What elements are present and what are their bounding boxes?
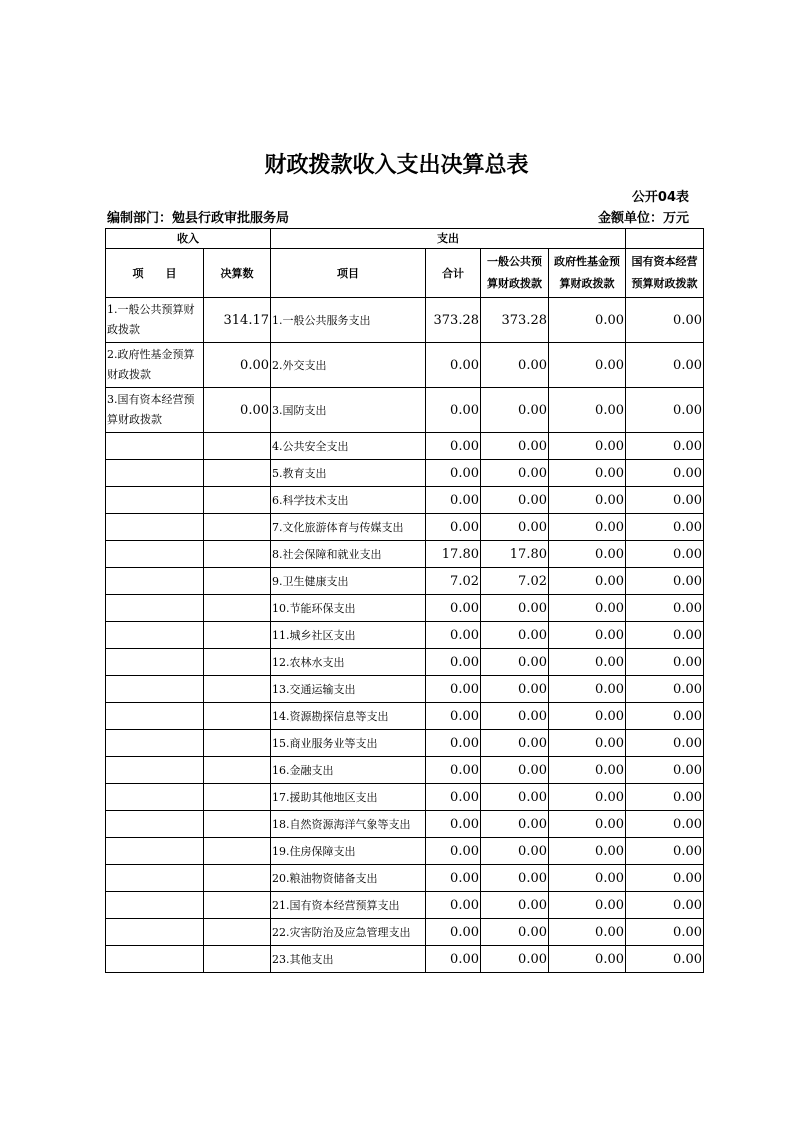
income-value	[204, 487, 271, 514]
expense-item: 3.国防支出	[271, 388, 426, 433]
income-value	[204, 676, 271, 703]
general-value: 0.00	[481, 514, 549, 541]
income-value	[204, 757, 271, 784]
income-item: 2.政府性基金预算财政拨款	[106, 343, 204, 388]
department: 编制部门：勉县行政审批服务局	[107, 211, 290, 226]
total-value: 7.02	[426, 568, 481, 595]
expense-item: 13.交通运输支出	[271, 676, 426, 703]
income-value	[204, 811, 271, 838]
gov-fund-value: 0.00	[549, 946, 626, 973]
gov-fund-value: 0.00	[549, 919, 626, 946]
expense-item: 16.金融支出	[271, 757, 426, 784]
general-value: 0.00	[481, 622, 549, 649]
income-value: 0.00	[204, 343, 271, 388]
general-value: 0.00	[481, 703, 549, 730]
income-item	[106, 703, 204, 730]
total-value: 17.80	[426, 541, 481, 568]
income-item	[106, 838, 204, 865]
income-item: 1.一般公共预算财政拨款	[106, 298, 204, 343]
income-item	[106, 811, 204, 838]
table-row	[106, 892, 704, 919]
income-value	[204, 541, 271, 568]
income-item	[106, 865, 204, 892]
gov-fund-header: 政府性基金预算财政拨款	[549, 249, 626, 298]
state-capital-value: 0.00	[626, 946, 704, 973]
general-value: 0.00	[481, 649, 549, 676]
general-value: 0.00	[481, 460, 549, 487]
income-item	[106, 541, 204, 568]
state-capital-header: 国有资本经营预算财政拨款	[626, 249, 704, 298]
income-item	[106, 946, 204, 973]
expense-item: 15.商业服务业等支出	[271, 730, 426, 757]
table-row	[106, 595, 704, 622]
state-capital-value: 0.00	[626, 433, 704, 460]
total-value: 0.00	[426, 892, 481, 919]
total-value: 0.00	[426, 757, 481, 784]
income-value	[204, 919, 271, 946]
general-value: 0.00	[481, 892, 549, 919]
total-value: 0.00	[426, 919, 481, 946]
income-item	[106, 622, 204, 649]
income-value	[204, 514, 271, 541]
state-capital-value: 0.00	[626, 388, 704, 433]
general-value: 0.00	[481, 919, 549, 946]
expense-item: 18.自然资源海洋气象等支出	[271, 811, 426, 838]
income-value	[204, 838, 271, 865]
total-header: 合计	[426, 249, 481, 298]
state-capital-value: 0.00	[626, 460, 704, 487]
expense-item: 9.卫生健康支出	[271, 568, 426, 595]
table-row	[106, 568, 704, 595]
income-value: 314.17	[204, 298, 271, 343]
income-item	[106, 595, 204, 622]
income-value	[204, 865, 271, 892]
general-value: 0.00	[481, 595, 549, 622]
gov-fund-value: 0.00	[549, 838, 626, 865]
table-row	[106, 460, 704, 487]
table-row	[106, 541, 704, 568]
income-value	[204, 460, 271, 487]
gov-fund-value: 0.00	[549, 676, 626, 703]
expense-item: 11.城乡社区支出	[271, 622, 426, 649]
expense-item: 14.资源勘探信息等支出	[271, 703, 426, 730]
expense-item: 6.科学技术支出	[271, 487, 426, 514]
general-value: 0.00	[481, 676, 549, 703]
table-code: 公开04表	[631, 190, 689, 205]
income-item: 3.国有资本经营预算财政拨款	[106, 388, 204, 433]
expense-item: 10.节能环保支出	[271, 595, 426, 622]
gov-fund-value: 0.00	[549, 784, 626, 811]
income-item	[106, 919, 204, 946]
state-capital-value: 0.00	[626, 649, 704, 676]
table-row	[106, 946, 704, 973]
general-value: 0.00	[481, 946, 549, 973]
gov-fund-value: 0.00	[549, 649, 626, 676]
state-capital-value: 0.00	[626, 298, 704, 343]
gov-fund-value: 0.00	[549, 343, 626, 388]
general-value: 0.00	[481, 388, 549, 433]
total-value: 0.00	[426, 460, 481, 487]
state-capital-value: 0.00	[626, 919, 704, 946]
state-capital-value: 0.00	[626, 595, 704, 622]
table-row	[106, 703, 704, 730]
income-item	[106, 676, 204, 703]
final-header: 决算数	[204, 249, 271, 298]
gov-fund-value: 0.00	[549, 811, 626, 838]
budget-table	[105, 228, 704, 973]
empty-cell	[626, 229, 704, 249]
general-value: 0.00	[481, 757, 549, 784]
general-value: 0.00	[481, 784, 549, 811]
expense-item: 5.教育支出	[271, 460, 426, 487]
state-capital-value: 0.00	[626, 568, 704, 595]
state-capital-value: 0.00	[626, 757, 704, 784]
income-item	[106, 892, 204, 919]
table-row	[106, 433, 704, 460]
table-row	[106, 757, 704, 784]
total-value: 0.00	[426, 487, 481, 514]
state-capital-value: 0.00	[626, 811, 704, 838]
general-value: 0.00	[481, 487, 549, 514]
total-value: 0.00	[426, 622, 481, 649]
state-capital-value: 0.00	[626, 838, 704, 865]
income-value	[204, 946, 271, 973]
expense-item: 20.粮油物资储备支出	[271, 865, 426, 892]
income-item-header: 项 目	[106, 249, 204, 298]
table-row	[106, 622, 704, 649]
total-value: 0.00	[426, 514, 481, 541]
total-value: 0.00	[426, 595, 481, 622]
general-value: 17.80	[481, 541, 549, 568]
general-value: 0.00	[481, 433, 549, 460]
state-capital-value: 0.00	[626, 487, 704, 514]
total-value: 0.00	[426, 343, 481, 388]
gov-fund-value: 0.00	[549, 388, 626, 433]
gov-fund-value: 0.00	[549, 892, 626, 919]
total-value: 373.28	[426, 298, 481, 343]
general-value: 373.28	[481, 298, 549, 343]
general-value: 0.00	[481, 838, 549, 865]
income-value	[204, 568, 271, 595]
table-row	[106, 919, 704, 946]
total-value: 0.00	[426, 946, 481, 973]
gov-fund-value: 0.00	[549, 865, 626, 892]
state-capital-value: 0.00	[626, 343, 704, 388]
state-capital-value: 0.00	[626, 784, 704, 811]
expense-item: 17.援助其他地区支出	[271, 784, 426, 811]
total-value: 0.00	[426, 388, 481, 433]
total-value: 0.00	[426, 649, 481, 676]
table-row	[106, 649, 704, 676]
income-item	[106, 487, 204, 514]
income-value	[204, 703, 271, 730]
gov-fund-value: 0.00	[549, 730, 626, 757]
income-value	[204, 730, 271, 757]
income-item	[106, 433, 204, 460]
total-value: 0.00	[426, 433, 481, 460]
income-header: 收入	[106, 229, 271, 249]
expense-item: 23.其他支出	[271, 946, 426, 973]
state-capital-value: 0.00	[626, 541, 704, 568]
table-row	[106, 676, 704, 703]
table-row	[106, 388, 704, 433]
total-value: 0.00	[426, 811, 481, 838]
expense-item: 4.公共安全支出	[271, 433, 426, 460]
income-item	[106, 730, 204, 757]
expense-item: 12.农林水支出	[271, 649, 426, 676]
general-value: 7.02	[481, 568, 549, 595]
income-value	[204, 433, 271, 460]
expense-header: 支出	[271, 229, 626, 249]
gov-fund-value: 0.00	[549, 460, 626, 487]
total-value: 0.00	[426, 703, 481, 730]
expense-item: 19.住房保障支出	[271, 838, 426, 865]
table-row	[106, 487, 704, 514]
gov-fund-value: 0.00	[549, 514, 626, 541]
gov-fund-value: 0.00	[549, 541, 626, 568]
table-row	[106, 838, 704, 865]
gov-fund-value: 0.00	[549, 487, 626, 514]
total-value: 0.00	[426, 838, 481, 865]
income-item	[106, 649, 204, 676]
table-row	[106, 730, 704, 757]
income-item	[106, 460, 204, 487]
income-value	[204, 622, 271, 649]
expense-item: 22.灾害防治及应急管理支出	[271, 919, 426, 946]
income-item	[106, 568, 204, 595]
table-row	[106, 811, 704, 838]
gov-fund-value: 0.00	[549, 703, 626, 730]
income-value	[204, 892, 271, 919]
general-header: 一般公共预算财政拨款	[481, 249, 549, 298]
state-capital-value: 0.00	[626, 676, 704, 703]
state-capital-value: 0.00	[626, 514, 704, 541]
state-capital-value: 0.00	[626, 865, 704, 892]
state-capital-value: 0.00	[626, 622, 704, 649]
total-value: 0.00	[426, 784, 481, 811]
total-value: 0.00	[426, 865, 481, 892]
document-title: 财政拨款收入支出决算总表	[264, 153, 529, 178]
expense-item-header: 项目	[271, 249, 426, 298]
state-capital-value: 0.00	[626, 730, 704, 757]
expense-item: 21.国有资本经营预算支出	[271, 892, 426, 919]
income-item	[106, 784, 204, 811]
state-capital-value: 0.00	[626, 892, 704, 919]
gov-fund-value: 0.00	[549, 595, 626, 622]
income-value: 0.00	[204, 388, 271, 433]
general-value: 0.00	[481, 730, 549, 757]
gov-fund-value: 0.00	[549, 757, 626, 784]
income-value	[204, 784, 271, 811]
table-row	[106, 298, 704, 343]
table-row	[106, 514, 704, 541]
income-item	[106, 514, 204, 541]
gov-fund-value: 0.00	[549, 568, 626, 595]
expense-item: 8.社会保障和就业支出	[271, 541, 426, 568]
expense-item: 1.一般公共服务支出	[271, 298, 426, 343]
gov-fund-value: 0.00	[549, 433, 626, 460]
general-value: 0.00	[481, 343, 549, 388]
expense-item: 7.文化旅游体育与传媒支出	[271, 514, 426, 541]
total-value: 0.00	[426, 676, 481, 703]
income-value	[204, 595, 271, 622]
income-value	[204, 649, 271, 676]
table-row	[106, 343, 704, 388]
general-value: 0.00	[481, 811, 549, 838]
general-value: 0.00	[481, 865, 549, 892]
expense-item: 2.外交支出	[271, 343, 426, 388]
total-value: 0.00	[426, 730, 481, 757]
income-item	[106, 757, 204, 784]
state-capital-value: 0.00	[626, 703, 704, 730]
table-row	[106, 784, 704, 811]
amount-unit: 金额单位：万元	[597, 211, 689, 226]
gov-fund-value: 0.00	[549, 622, 626, 649]
table-row	[106, 865, 704, 892]
gov-fund-value: 0.00	[549, 298, 626, 343]
